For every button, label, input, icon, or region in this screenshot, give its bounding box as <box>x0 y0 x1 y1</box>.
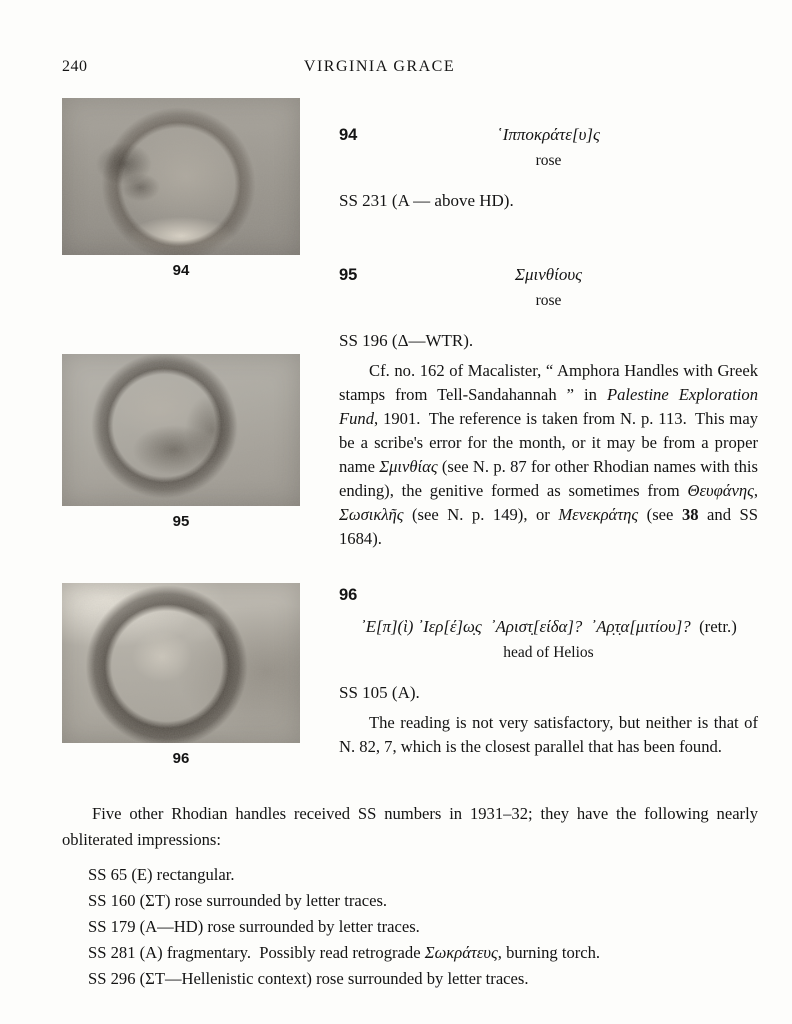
entry-95-greek-reading: Σμινθίους <box>514 265 583 284</box>
figure-96 <box>62 583 300 767</box>
entry-96-ss-line: SS 105 (A). <box>339 683 420 702</box>
entry-94-greek-reading: ῾Ιπποκράτε[υ]ς <box>497 125 600 144</box>
entry-96-commentary: The reading is not very satisfactory, but neither is that of N. 82, 7, which is the closest parallel that has been found. <box>339 713 758 756</box>
entry-95-device: rose <box>535 292 562 309</box>
figure-label-96: 96 <box>172 750 190 767</box>
ss-list-item: SS 65 (E) rectangular. <box>88 865 235 884</box>
entry-94-number: 94 <box>339 126 358 144</box>
page-number: 240 <box>62 58 88 75</box>
stamp-photo-94 <box>62 98 300 255</box>
entry-95-head <box>339 264 758 286</box>
entry-95-commentary: Cf. no. 162 of Macalister, “ Amphora Handles with Greek stamps from Tell-Sandahannah ” in Palestine Exploration Fund, 1901. The reference is taken from N. p. 113. This may be a scribe's error for the month, or it may be from a proper name Σμινθίας (see N. p. 87 for other Rhodian names with this ending), the genitive formed as sometimes from Θευφάνης, Σωσικλῆς (see N. p. 149), or Μενεκράτης (see 38 and SS 1684). <box>339 361 759 548</box>
photo-grain-texture <box>62 583 300 743</box>
bottom-paragraph: Five other Rhodian handles received SS numbers in 1931–32; they have the following nearly obliterated impressions: <box>62 804 758 849</box>
entry-94-ss-line: SS 231 (A — above HD). <box>339 191 514 210</box>
entry-94-head <box>339 124 758 146</box>
entry-96-number: 96 <box>339 586 358 604</box>
bottom-section <box>62 801 758 992</box>
figure-label-94: 94 <box>172 262 190 279</box>
entry-95-number: 95 <box>339 266 358 284</box>
figure-95 <box>62 354 300 530</box>
figure-label-95: 95 <box>172 513 190 530</box>
entry-96-device: head of Helios <box>503 644 594 661</box>
ss-list-item: SS 281 (A) fragmentary. Possibly read retrograde Σωκράτευς, burning torch. <box>88 943 601 962</box>
ss-list-item: SS 296 (ΣΤ—Hellenistic context) rose surrounded by letter traces. <box>88 969 529 988</box>
ss-number-list <box>62 862 758 992</box>
entry-95 <box>339 264 758 551</box>
entry-95-ss-line: SS 196 (Δ—WTR). <box>339 331 474 350</box>
running-header: VIRGINIA GRACE <box>303 58 456 75</box>
stamp-photo-95 <box>62 354 300 506</box>
photo-grain-texture <box>62 354 300 506</box>
entry-94 <box>339 124 758 212</box>
stamp-photo-96 <box>62 583 300 743</box>
entry-94-device: rose <box>535 152 562 169</box>
photo-grain-texture <box>62 98 300 255</box>
ss-list-item: SS 179 (A—HD) rose surrounded by letter traces. <box>88 917 420 936</box>
entry-96 <box>339 584 758 759</box>
page-head <box>62 58 757 80</box>
ss-list-item: SS 160 (ΣΤ) rose surrounded by letter traces. <box>88 891 388 910</box>
figure-94 <box>62 98 300 279</box>
entry-96-greek-reading: ᾿Ε[π](ὶ) ᾿Ιερ[έ]ω̣ς ᾿Αριστ̣[είδα]? ᾿Αρ̣τ̣α[μιτίου]? (retr.) <box>360 617 737 636</box>
